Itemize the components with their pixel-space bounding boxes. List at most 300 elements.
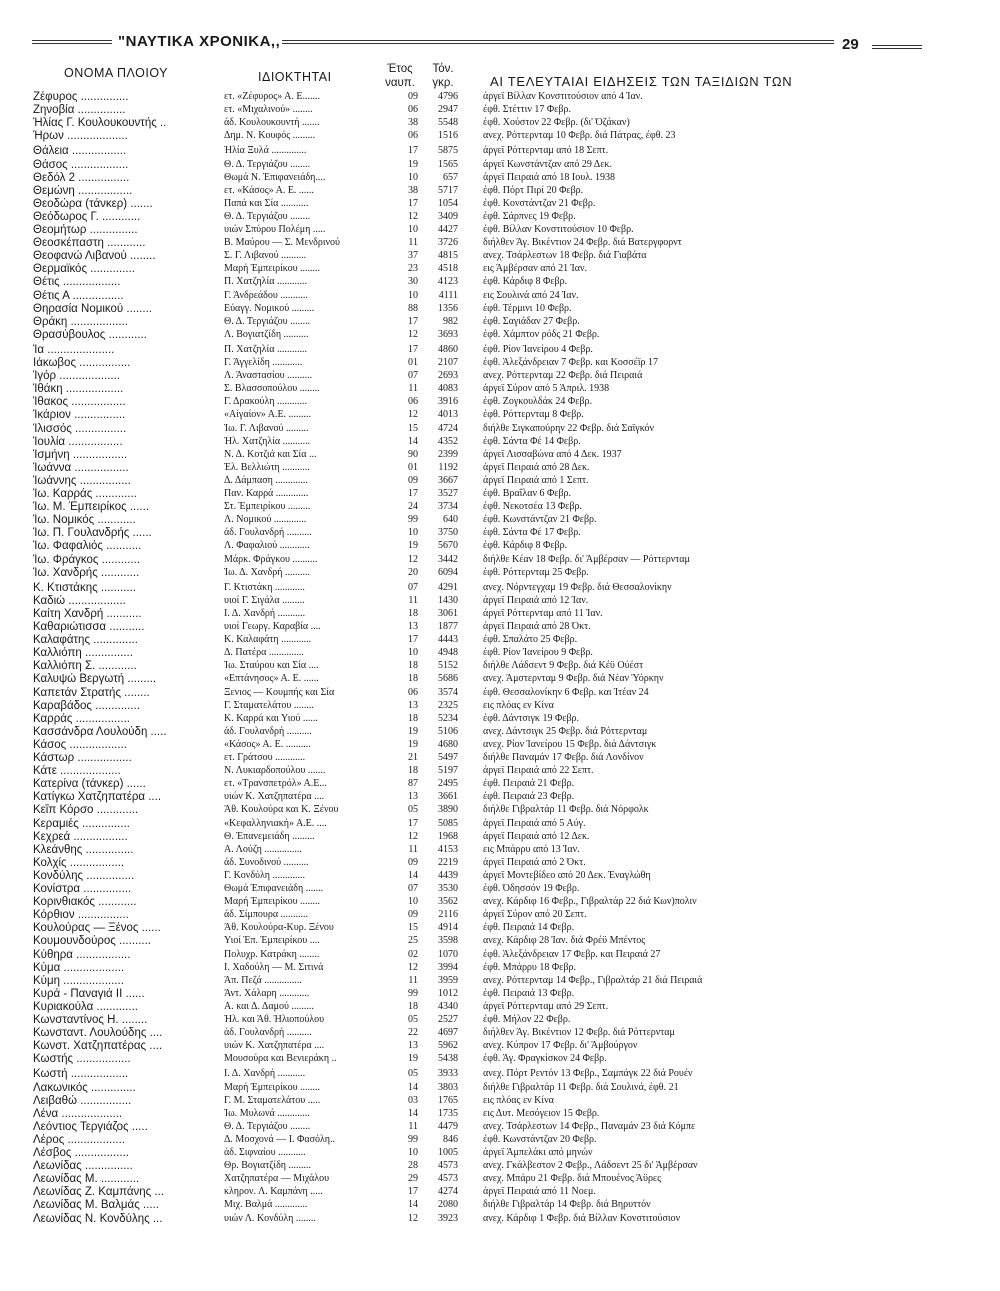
latest-news: έφθ. Όδησσόν 19 Φεβρ.	[483, 883, 580, 894]
build-year: 24	[408, 501, 418, 513]
table-row	[0, 1053, 1000, 1065]
owner-name: υιοί Γεωργ. Καραβία ....	[224, 621, 321, 632]
table-row	[0, 396, 1000, 408]
ship-name: Κουλούρας — Ξένος ......	[33, 922, 161, 935]
ship-name: Καλαφάτης ..............	[33, 634, 138, 647]
tonnage: 5438	[438, 1053, 458, 1065]
owner-name: Παπά και Σία ...........	[224, 197, 309, 209]
build-year: 07	[408, 370, 418, 382]
tonnage: 3994	[438, 961, 458, 973]
build-year: 02	[408, 948, 418, 960]
tonnage: 1565	[438, 158, 458, 170]
ship-name: Θεοφανώ Λιβανού ........	[33, 250, 156, 263]
table-row	[0, 700, 1000, 712]
owner-name: Ήλ. Χατζηλία ...........	[224, 435, 311, 447]
tonnage: 3750	[438, 527, 458, 539]
owner-name: Γ. Άνδρεάδου ...........	[224, 289, 308, 301]
ship-name: Ίθακος .................	[33, 396, 126, 409]
latest-news: ανεχ. Κάρδιφ 28 Ίαν. διά Φρέϋ Μπέντος	[483, 935, 646, 947]
build-year: 29	[408, 1173, 418, 1185]
table-row	[0, 739, 1000, 751]
header-rule-right	[282, 40, 834, 44]
table-row	[0, 1134, 1000, 1146]
tonnage: 2325	[438, 699, 458, 711]
build-year: 23	[408, 263, 418, 275]
tonnage: 4427	[438, 224, 458, 235]
table-row	[0, 818, 1000, 830]
latest-news: έφθ. Στέττιν 17 Φεβρ.	[483, 104, 571, 116]
latest-news: ανεχ. Τσάρλεστων 18 Φεβρ. διά Γιαβάτα	[483, 250, 647, 262]
table-row	[0, 554, 1000, 566]
header-rule-left	[32, 40, 112, 44]
table-row	[0, 608, 1000, 620]
tonnage: 4013	[438, 409, 458, 421]
owner-name: Δημ. Ν. Κουφός .........	[224, 130, 316, 142]
latest-news: ανεχ. Κύπρον 17 Φεβρ. δι' Άμβούργον	[483, 1040, 638, 1052]
tonnage: 5197	[438, 765, 458, 777]
owner-name: Ι. Δ. Χανδρή ...........	[224, 607, 306, 619]
ship-name: Ία .....................	[33, 343, 115, 356]
latest-news: έφθ. Θεσσαλονίκην 6 Φεβρ. και Ίτέαν 24	[483, 686, 649, 698]
build-year: 17	[408, 488, 418, 499]
latest-news: έφθ. Κωνστάντζαν 21 Φεβρ.	[483, 514, 597, 526]
latest-news: διήλθε Σιγκαπούρην 22 Φεβρ. διά Σαϊγκόν	[483, 422, 655, 434]
build-year: 06	[408, 396, 418, 408]
owner-name: Κ. Καρρά και Υιού ......	[224, 712, 318, 724]
ship-name: Ίκάριον ................	[33, 409, 126, 422]
tonnage: 4274	[438, 1186, 458, 1198]
ship-name: Καθαριώτισσα ...........	[33, 621, 145, 633]
latest-news: έφθ. Βίλλαν Κονστιτούσιον 10 Φεβρ.	[483, 224, 634, 235]
latest-news: έφθ. Ρόττερνταμ 25 Φεβρ.	[483, 566, 589, 578]
ship-name: Λεωνίδας Μ. ............	[33, 1173, 140, 1186]
build-year: 14	[408, 435, 418, 447]
build-year: 10	[408, 224, 418, 235]
owner-name: Θ. Δ. Τεργιάζου ........	[224, 315, 311, 327]
owner-name: Άντ. Χάλαρη ............	[224, 987, 310, 999]
owner-name: Β. Μαύρου — Σ. Μενδρινού	[224, 237, 340, 249]
build-year: 18	[408, 765, 418, 777]
tonnage: 1430	[438, 594, 458, 606]
build-year: 17	[408, 145, 418, 157]
ship-name: Θεοδώρα (τάνκερ) .......	[33, 197, 153, 210]
ship-name: Ίω. Φαφαλιός ...........	[33, 540, 142, 553]
ship-name: Λειβαθώ ................	[33, 1094, 132, 1107]
owner-name: Σ. Βλασσοπούλου ........	[224, 383, 320, 395]
table-row	[0, 303, 1000, 315]
build-year: 12	[408, 830, 418, 842]
tonnage: 4518	[438, 263, 458, 275]
latest-news: έφθ. Ρίον Ίανείρου 4 Φεβρ.	[483, 343, 593, 355]
table-row	[0, 409, 1000, 421]
latest-news: άργεϊ Σύρον από 20 Σεπτ.	[483, 909, 587, 921]
ship-name: Κύθηρα .................	[33, 948, 131, 961]
build-year: 13	[408, 621, 418, 632]
tonnage: 4573	[438, 1160, 458, 1172]
table-row	[0, 344, 1000, 356]
tonnage: 5686	[438, 673, 458, 685]
owner-name: Ξενιος — Κουμπής και Σία	[224, 686, 335, 698]
table-row	[0, 316, 1000, 328]
build-year: 09	[408, 856, 418, 868]
table-row	[0, 237, 1000, 249]
column-header-owner: ΙΔΙΟΚΤΗΤΑΙ	[258, 70, 332, 84]
latest-news: άργεϊ Ρόττερνταμ από 11 Ίαν.	[483, 607, 603, 619]
owner-name: Θρ. Βογιατζίδη .........	[224, 1160, 312, 1172]
ship-name: Κωνσταντ. Λουλούδης ....	[33, 1027, 163, 1040]
tonnage: 5497	[438, 752, 458, 763]
latest-news: άργεϊ Πειραιά από 28 Δεκ.	[483, 461, 590, 473]
build-year: 18	[408, 1000, 418, 1012]
latest-news: έφθ. Κονστάντζαν 21 Φεβρ.	[483, 197, 596, 209]
table-row	[0, 883, 1000, 895]
latest-news: ανεχ. Άμστερνταμ 9 Φεβρ. διά Νέαν Ύόρκην	[483, 673, 664, 685]
ship-name: Λέσβος .................	[33, 1147, 129, 1159]
ship-name: Καλυψώ Βεργωτή .........	[33, 673, 157, 686]
tonnage: 6094	[438, 566, 458, 578]
tonnage: 2219	[438, 856, 458, 868]
table-row	[0, 1199, 1000, 1211]
build-year: 11	[408, 383, 418, 395]
tonnage: 1356	[438, 302, 458, 314]
owner-name: Θωμά Έπιφανειάδη .......	[224, 883, 324, 894]
ship-name: Θέτις ..................	[33, 276, 121, 289]
tonnage: 5106	[438, 725, 458, 737]
build-year: 06	[408, 686, 418, 698]
ship-name: Κολχίς .................	[33, 856, 125, 869]
table-row	[0, 159, 1000, 171]
owner-name: Μαρή Έμπειρίκου ........	[224, 1081, 321, 1093]
table-row	[0, 988, 1000, 1000]
build-year: 17	[408, 1186, 418, 1198]
column-header-tons: Τόν. γκρ.	[432, 63, 454, 89]
column-header-year: Έτος ναυπ.	[385, 63, 415, 89]
table-row	[0, 475, 1000, 487]
build-year: 18	[408, 673, 418, 685]
table-row	[0, 488, 1000, 500]
tonnage: 4083	[438, 383, 458, 395]
build-year: 18	[408, 712, 418, 724]
build-year: 13	[408, 1040, 418, 1052]
table-row	[0, 791, 1000, 803]
latest-news: άργεϊ Πειραιά από 12 Δεκ.	[483, 830, 590, 842]
ship-name: Κατίγκω Χατζηπατέρα ....	[33, 791, 162, 804]
latest-news: εις Άμβέρσαν από 21 Ίαν.	[483, 263, 587, 275]
table-row	[0, 962, 1000, 974]
tonnage: 3562	[438, 896, 458, 908]
table-row	[0, 290, 1000, 302]
tonnage: 4479	[438, 1120, 458, 1132]
build-year: 19	[408, 540, 418, 552]
owner-name: Μουσούρα και Βενιεράκη ..	[224, 1053, 337, 1065]
owner-name: Ν. Λυκιαρδοπούλου .......	[224, 765, 326, 777]
tonnage: 3598	[438, 935, 458, 947]
ship-name: Κασσάνδρα Λουλούδη .....	[33, 725, 167, 738]
latest-news: έφθ. Πειραιά 13 Φεβρ.	[483, 987, 575, 999]
build-year: 87	[408, 778, 418, 790]
ship-name: Λακωνικός ..............	[33, 1081, 136, 1094]
table-row	[0, 172, 1000, 184]
build-year: 12	[408, 328, 418, 340]
tonnage: 4352	[438, 435, 458, 447]
latest-news: διήλθε Κέαν 18 Φεβρ. δι' Άμβέρσαν — Ρόττερνταμ	[483, 553, 690, 565]
tonnage: 3527	[438, 488, 458, 499]
ship-name: Κάστωρ .................	[33, 752, 132, 764]
ship-name: Κεΐπ Κόρσο .............	[33, 804, 139, 817]
ship-name: Κονδύλης ...............	[33, 869, 135, 882]
ship-name: Θεομήτωρ ...............	[33, 224, 138, 236]
ship-name: Θεμώνη .................	[33, 184, 133, 197]
ship-name: Ίωάννα .................	[33, 461, 129, 474]
build-year: 99	[408, 1133, 418, 1145]
build-year: 11	[408, 594, 418, 606]
tonnage: 5085	[438, 817, 458, 829]
tonnage: 640	[443, 514, 458, 526]
table-row	[0, 1186, 1000, 1198]
build-year: 14	[408, 869, 418, 881]
owner-name: υιών Κ. Χατζηπατέρα ....	[224, 1040, 325, 1052]
tonnage: 4948	[438, 647, 458, 659]
tonnage: 4860	[438, 343, 458, 355]
latest-news: άργεϊ Πειραιά από 11 Νοεμ.	[483, 1186, 596, 1198]
table-row	[0, 726, 1000, 738]
table-row	[0, 423, 1000, 435]
table-row	[0, 527, 1000, 539]
tonnage: 2116	[438, 909, 458, 921]
latest-news: εις Δυτ. Μεσόγειον 15 Φεβρ.	[483, 1107, 600, 1119]
ship-name: Λεωνίδας Ν. Κονδύλης ...	[33, 1212, 163, 1225]
tonnage: 657	[443, 171, 458, 183]
table-row	[0, 449, 1000, 461]
ship-name: Ίω. Χανδρής ............	[33, 566, 140, 579]
table-row	[0, 896, 1000, 908]
owner-name: Π. Χατζηλία ............	[224, 343, 307, 355]
tonnage: 5962	[438, 1040, 458, 1052]
build-year: 18	[408, 660, 418, 672]
tonnage: 5875	[438, 145, 458, 157]
owner-name: Θ. Δ. Τεργιάζου ........	[224, 210, 311, 222]
table-row	[0, 436, 1000, 448]
table-row	[0, 357, 1000, 369]
owner-name: ετ. «Κάσος» Α. Ε. ......	[224, 184, 314, 196]
build-year: 12	[408, 961, 418, 973]
table-row	[0, 462, 1000, 474]
tonnage: 1735	[438, 1107, 458, 1119]
table-row	[0, 765, 1000, 777]
tonnage: 1765	[438, 1094, 458, 1106]
tonnage: 3726	[438, 237, 458, 249]
owner-name: άδ. Γουλανδρή ..........	[224, 1027, 312, 1039]
table-row	[0, 540, 1000, 552]
build-year: 28	[408, 1160, 418, 1172]
owner-name: «Αίγαίον» Α.Ε. .........	[224, 409, 312, 421]
ship-name: Ήλίας Γ. Κουλουκουντής ..	[33, 117, 167, 130]
latest-news: διήλθε Γιβραλτάρ 14 Φεβρ. διά Βηρυττόν	[483, 1199, 651, 1211]
owner-name: Γ. Κτιστάκη ............	[224, 581, 305, 593]
owner-name: Θ. Έπανεμειάδη .........	[224, 830, 315, 842]
tonnage: 1516	[438, 130, 458, 142]
table-row	[0, 621, 1000, 633]
ship-name: Λέρος ..................	[33, 1133, 125, 1146]
table-row	[0, 595, 1000, 607]
owner-name: Ίω. Μυλωνά .............	[224, 1107, 310, 1119]
ship-name: Λεωνίδας Μ. Βαλμάς .....	[33, 1199, 159, 1212]
latest-news: διήλθε Γιβραλτάρ 11 Φεβρ. διά Νόρφολκ	[483, 804, 649, 816]
table-row	[0, 250, 1000, 262]
latest-news: ανεχ. Πόρτ Ρεντόν 13 Φεβρ., Σαμπάγκ 22 διά Ρουέν	[483, 1068, 693, 1080]
build-year: 17	[408, 634, 418, 646]
ship-name: Ίσμήνη .................	[33, 448, 128, 461]
ship-name: Θέτις Α ................	[33, 289, 124, 302]
table-row	[0, 909, 1000, 921]
build-year: 38	[408, 117, 418, 129]
tonnage: 846	[443, 1133, 458, 1145]
owner-name: Μαρή Έμπειρίκου ........	[224, 896, 321, 908]
tonnage: 3959	[438, 974, 458, 986]
owner-name: Ν. Δ. Κοτζιά και Σία ...	[224, 448, 317, 460]
owner-name: Άθ. Κουλούρα και Κ. Ξένου	[224, 804, 339, 816]
ship-name: Ίλισσός ................	[33, 422, 127, 435]
build-year: 12	[408, 409, 418, 421]
build-year: 99	[408, 514, 418, 526]
table-row	[0, 198, 1000, 210]
table-row	[0, 1213, 1000, 1225]
latest-news: άργεϊ Πειραιά από 5 Αύγ.	[483, 817, 586, 829]
ship-name: Ίουλία .................	[33, 435, 123, 448]
build-year: 12	[408, 210, 418, 222]
ship-name: Καλλιόπη Σ. ............	[33, 660, 137, 673]
owner-name: Θωμά Ν. Έπιφανειάδη....	[224, 171, 326, 183]
ship-name: Λένα ...................	[33, 1107, 123, 1120]
ship-name: Ίω. Νομικός ............	[33, 514, 136, 527]
latest-news: έφθ. Κωνστάντζαν 20 Φεβρ.	[483, 1133, 597, 1145]
tonnage: 1968	[438, 830, 458, 842]
owner-name: Άθ. Κουλούρα-Κυρ. Ξένου	[224, 922, 334, 934]
latest-news: εις Μπάρρυ από 13 Ίαν.	[483, 843, 580, 855]
owner-name: άδ. Σιφναίου ...........	[224, 1147, 306, 1158]
latest-news: έφθ. Σαγιάδαν 27 Φεβρ.	[483, 315, 580, 327]
table-row	[0, 975, 1000, 987]
table-row	[0, 514, 1000, 526]
table-row	[0, 1082, 1000, 1094]
owner-name: Ίω. Γ. Λιβανού .........	[224, 422, 309, 434]
ship-name: Κορινθιακός ............	[33, 896, 137, 909]
latest-news: άργεϊ Λισσαβώνα από 4 Δεκ. 1937	[483, 448, 622, 460]
ship-name: Κόρθιον ................	[33, 909, 129, 922]
tonnage: 3803	[438, 1081, 458, 1093]
table-row	[0, 804, 1000, 816]
ship-name: Καπετάν Στρατής ........	[33, 686, 150, 699]
ship-name: Ίω. Καρράς .............	[33, 488, 137, 500]
ship-name: Ήρων ...................	[33, 130, 128, 143]
table-row	[0, 582, 1000, 594]
latest-news: ανεχ. Γκάλβεστον 2 Φεβρ., Λάδσεντ 25 δι' Άμβέρσαν	[483, 1160, 698, 1172]
latest-news: άργεϊ Κωνστάντζαν από 29 Δεκ.	[483, 158, 612, 170]
owner-name: κληρον. Λ. Καμπάνη .....	[224, 1186, 323, 1198]
table-row	[0, 567, 1000, 579]
table-row	[0, 778, 1000, 790]
owner-name: Άπ. Πεζά ...............	[224, 974, 302, 986]
table-row	[0, 224, 1000, 236]
owner-name: Μιχ. Βαλμά .............	[224, 1199, 308, 1211]
tonnage: 1012	[438, 987, 458, 999]
owner-name: Γ. Μ. Σταματελάτου .....	[224, 1094, 321, 1106]
tonnage: 982	[443, 315, 458, 327]
ship-name: Θεοσκέπαστη ............	[33, 237, 146, 250]
latest-news: εις πλόας εν Κίνα	[483, 699, 554, 711]
owner-name: «Κεφαλληνιακή» Α.Ε. ....	[224, 817, 327, 829]
latest-news: εις Σουλινά από 24 Ίαν.	[483, 289, 579, 301]
build-year: 01	[408, 357, 418, 368]
tonnage: 3916	[438, 396, 458, 408]
build-year: 20	[408, 566, 418, 578]
table-row	[0, 211, 1000, 223]
owner-name: άδ. Γουλανδρή ..........	[224, 527, 312, 539]
owner-name: ετ. Γράτσου ............	[224, 752, 306, 763]
build-year: 90	[408, 448, 418, 460]
latest-news: έφθ. Χούστον 22 Φεβρ. (δι' Όζάκαν)	[483, 117, 630, 129]
ship-name: Θεδόλ 2 ................	[33, 171, 130, 184]
owner-name: Ι. Δ. Χανδρή ...........	[224, 1068, 306, 1080]
table-row	[0, 130, 1000, 142]
ship-name: Ζηνοβία ...............	[33, 104, 126, 117]
owner-name: Δ. Δάμπαση .............	[224, 474, 308, 486]
table-row	[0, 844, 1000, 856]
tonnage: 3890	[438, 804, 458, 816]
latest-news: άργεϊ Πειραιά από 28 Όκτ.	[483, 621, 591, 632]
latest-news: έφθ. Πειραιά 14 Φεβρ.	[483, 922, 575, 934]
ship-name: Ίω. Φράγκος ............	[33, 553, 140, 566]
table-row	[0, 687, 1000, 699]
tonnage: 2693	[438, 370, 458, 382]
build-year: 19	[408, 158, 418, 170]
ship-name: Θάλεια .................	[33, 145, 127, 158]
table-row	[0, 185, 1000, 197]
owner-name: Σ. Γ. Λιβανού ..........	[224, 250, 307, 262]
latest-news: έφθ. Άγ. Φραγκίσκον 24 Φεβρ.	[483, 1053, 607, 1065]
owner-name: Λ. Άναστασίου ..........	[224, 370, 313, 382]
ship-name: Κύμα ...................	[33, 961, 125, 974]
table-row	[0, 935, 1000, 947]
table-row	[0, 870, 1000, 882]
tonnage: 3693	[438, 328, 458, 340]
ship-name: Κυρά - Παναγιά ΙΙ ......	[33, 987, 145, 1000]
table-row	[0, 329, 1000, 341]
table-row	[0, 1173, 1000, 1185]
tonnage: 1192	[438, 461, 458, 473]
ship-name: Θεόδωρος Γ. ............	[33, 210, 141, 223]
table-row	[0, 857, 1000, 869]
ship-name: Λεόντιος Τεργιάζος .....	[33, 1120, 148, 1133]
owner-name: Γ. Κονδύλη .............	[224, 869, 305, 881]
build-year: 07	[408, 883, 418, 894]
tonnage: 4796	[438, 91, 458, 102]
build-year: 14	[408, 1081, 418, 1093]
owner-name: άδ. Γουλανδρή ..........	[224, 725, 312, 737]
tonnage: 2107	[438, 357, 458, 368]
build-year: 11	[408, 843, 418, 855]
ship-name: Θράκη ..................	[33, 315, 128, 328]
owner-name: Κ. Καλαφάτη ............	[224, 634, 312, 646]
build-year: 25	[408, 935, 418, 947]
ship-name: Θάσος ..................	[33, 158, 129, 171]
tonnage: 4443	[438, 634, 458, 646]
ship-name: Καρράς .................	[33, 712, 130, 725]
tonnage: 4123	[438, 276, 458, 288]
tonnage: 3530	[438, 883, 458, 894]
owner-name: Λ. Νομικού .............	[224, 514, 307, 526]
ship-name: Κωνσταντίνος Η. ........	[33, 1014, 148, 1026]
